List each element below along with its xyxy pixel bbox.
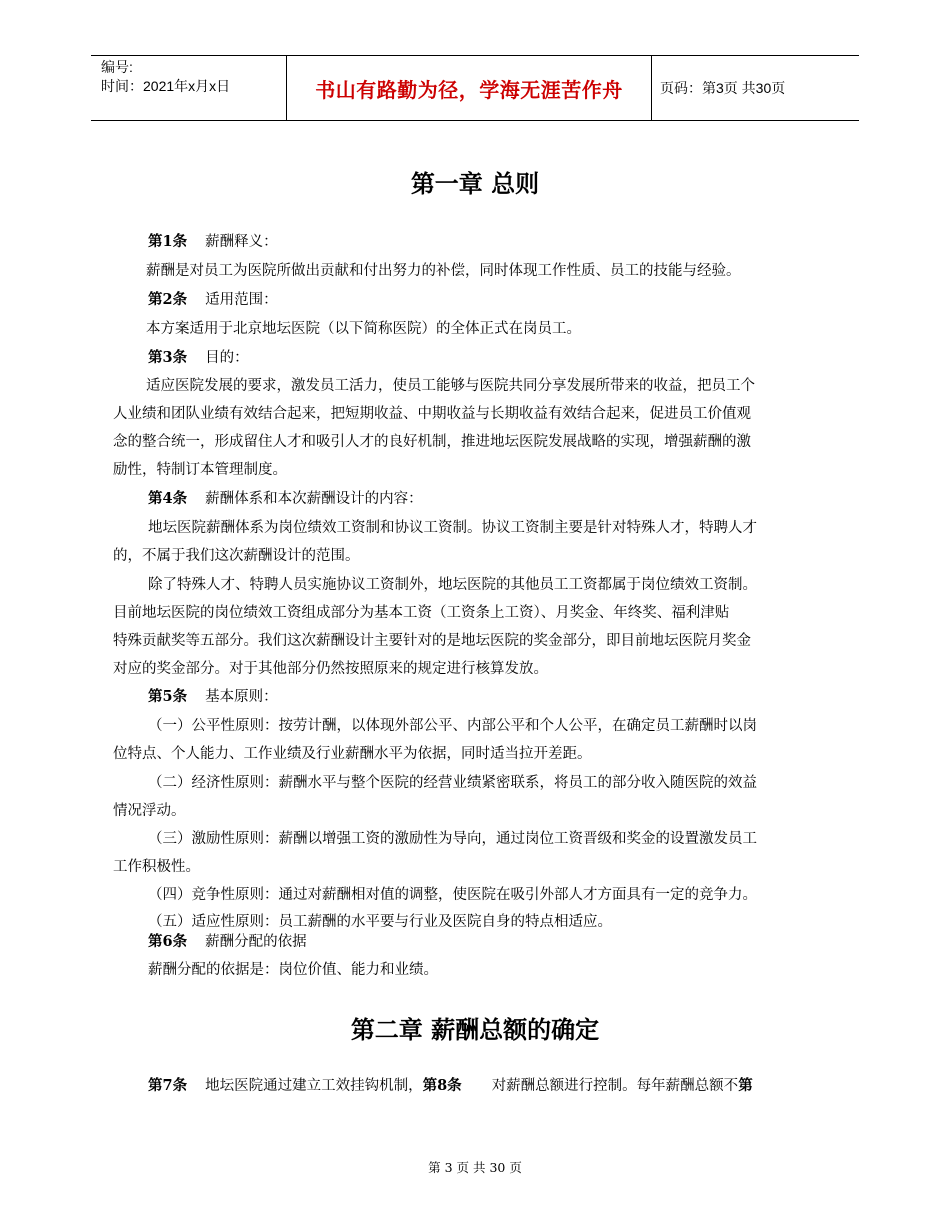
paragraph-line: 除了特殊人才、特聘人员实施协议工资制外，地坛医院的其他员工工资都属于岗位绩效工资制。 xyxy=(148,577,757,593)
paragraph-line: 位特点、个人能力、工作业绩及行业薪酬水平为依据，同时适当拉开差距。 xyxy=(113,746,592,762)
paragraph-line: 特殊贡献奖等五部分。我们这次薪酬设计主要针对的是地坛医院的奖金部分，即目前地坛医院月奖金 xyxy=(113,633,751,649)
paragraph: 薪酬是对员工为医院所做出贡献和付出努力的补偿，同时体现工作性质、员工的技能与经验。 xyxy=(146,263,741,279)
article-number-fragment: 第 xyxy=(738,1077,753,1094)
paragraph-line: （五）适应性原则：员工薪酬的水平要与行业及医院自身的特点相适应。 xyxy=(148,914,612,930)
paragraph-line: 适应医院发展的要求，激发员工活力，使员工能够与医院共同分享发展所带来的收益，把员工个 xyxy=(146,378,755,394)
page-header xyxy=(91,55,859,121)
article-heading: 地坛医院通过建立工效挂钩机制， xyxy=(205,1078,423,1094)
paragraph-line: （四）竞争性原则：通过对薪酬相对值的调整，使医院在吸引外部人才方面具有一定的竞争力。 xyxy=(148,887,757,903)
article-heading: 目的： xyxy=(205,350,249,366)
paragraph-line: 工作积极性。 xyxy=(113,859,200,875)
chapter-1-title: 第一章 总则 xyxy=(410,170,540,198)
paragraph-line: 地坛医院薪酬体系为岗位绩效工资制和协议工资制。协议工资制主要是针对特殊人才，特聘人才 xyxy=(148,520,757,536)
paragraph-line: 的，不属于我们这次薪酬设计的范围。 xyxy=(113,548,360,564)
article-3-heading xyxy=(148,348,878,368)
article-number: 第4条 xyxy=(148,490,188,507)
header-motto: 书山有路勤为径，学海无涯苦作舟 xyxy=(287,56,652,120)
paragraph: 本方案适用于北京地坛医院（以下简称医院）的全体正式在岗员工。 xyxy=(146,321,581,337)
paragraph-line: 励性，特制订本管理制度。 xyxy=(113,462,287,478)
chapter-2-title: 第二章 薪酬总额的确定 xyxy=(350,1016,600,1044)
paragraph-line: 念的整合统一，形成留住人才和吸引人才的良好机制，推进地坛医院发展战略的实现，增强薪酬的激 xyxy=(113,434,751,450)
paragraph-line: （一）公平性原则：按劳计酬，以体现外部公平、内部公平和个人公平，在确定员工薪酬时以岗 xyxy=(148,718,757,734)
article-6-heading xyxy=(148,932,878,952)
article-number: 第2条 xyxy=(148,291,188,308)
article-number: 第3条 xyxy=(148,349,188,366)
header-page-info: 页码：第3页 共30页 xyxy=(660,80,786,96)
document-date: 时间：2021年x月x日 xyxy=(101,78,231,94)
article-heading: 薪酬释义： xyxy=(205,234,278,250)
header-meta xyxy=(91,56,287,120)
article-7-8-line xyxy=(148,1076,878,1096)
article-heading: 薪酬体系和本次薪酬设计的内容： xyxy=(205,491,423,507)
article-number: 第5条 xyxy=(148,688,188,705)
document-id-label: 编号: xyxy=(101,59,133,75)
article-heading: 对薪酬总额进行控制。每年薪酬总额不 xyxy=(491,1078,739,1094)
article-4-heading xyxy=(148,489,878,509)
paragraph-line: （三）激励性原则：薪酬以增强工资的激励性为导向，通过岗位工资晋级和奖金的设置激发员工 xyxy=(148,831,757,847)
article-5-heading xyxy=(148,687,878,707)
paragraph-line: 人业绩和团队业绩有效结合起来，把短期收益、中期收益与长期收益有效结合起来，促进员工价值观 xyxy=(113,406,751,422)
article-2-heading xyxy=(148,290,878,310)
paragraph-line: 目前地坛医院的岗位绩效工资组成部分为基本工资（工资条上工资）、月奖金、年终奖、福利津贴 xyxy=(113,605,730,621)
article-number: 第6条 xyxy=(148,933,188,950)
article-1-heading xyxy=(148,232,878,252)
article-heading: 基本原则： xyxy=(205,689,278,705)
page-footer: 第 3 页 共 30 页 xyxy=(428,1160,522,1175)
article-number: 第8条 xyxy=(422,1077,462,1094)
paragraph-line: （二）经济性原则：薪酬水平与整个医院的经营业绩紧密联系，将员工的部分收入随医院的效益 xyxy=(148,775,757,791)
paragraph-line: 情况浮动。 xyxy=(113,803,186,819)
paragraph: 薪酬分配的依据是：岗位价值、能力和业绩。 xyxy=(148,962,438,978)
article-number: 第7条 xyxy=(148,1077,188,1094)
article-heading: 适用范围： xyxy=(205,292,278,308)
paragraph-line: 对应的奖金部分。对于其他部分仍然按照原来的规定进行核算发放。 xyxy=(113,661,548,677)
article-heading: 薪酬分配的依据 xyxy=(205,934,307,950)
article-number: 第1条 xyxy=(148,233,188,250)
